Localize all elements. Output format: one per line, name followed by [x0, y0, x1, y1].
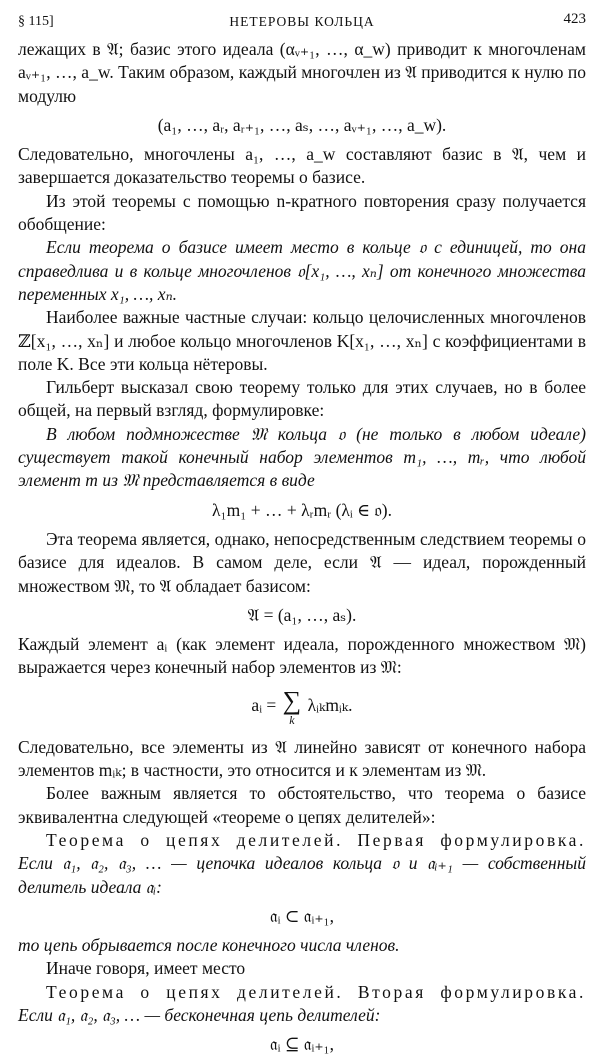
paragraph-3: Из этой теоремы с помощью n-кратного повторения сразу получается обобщение:	[18, 190, 586, 235]
equation-2: λ₁m₁ + … + λᵣmᵣ (λᵢ ∈ 𝔬).	[212, 499, 392, 520]
equation-1: (a₁, …, aᵣ, aᵣ₊₁, …, aₛ, …, aᵥ₊₁, …, a_w).	[157, 114, 447, 135]
chain-theorem-second-body: Если 𝔞₁, 𝔞₂, 𝔞₃, … — бесконечная цепь делителей:	[18, 1004, 381, 1025]
paragraph-9: Каждый элемент aᵢ (как элемент идеала, порожденного множеством 𝔐) выражается через конечный набор элементов из 𝔐:	[18, 634, 586, 678]
chain-theorem-first-heading: Теорема о цепях делителей. Первая формулировка.	[46, 829, 586, 850]
sum-symbol	[282, 685, 302, 727]
paragraph-13: то цепь обрывается после конечного числа членов.	[18, 935, 400, 956]
section-number: § 115]	[18, 14, 54, 29]
paragraph-1: лежащих в 𝔄; базис этого идеала (αᵥ₊₁, …, α_w) приводит к многочленам aᵥ₊₁, …, a_w. Таким образом, каждый многочлен из 𝔄 приводится к нулю по модулю	[18, 39, 586, 106]
paragraph-6: Гильберт высказал свою теорему только для этих случаев, но в более общей, на первый взгляд, формулировке:	[18, 377, 586, 421]
equation-4-left: aᵢ =	[251, 694, 277, 715]
running-header	[18, 8, 586, 38]
paragraph-10: Следовательно, все элементы из 𝔄 линейно зависят от конечного набора элементов mᵢₖ; в частности, это относится и к элементам из 𝔐.	[18, 736, 586, 781]
paragraph-2: Следовательно, многочлены a₁, …, a_w составляют базис в 𝔄, чем и завершается доказательство теоремы о базисе.	[18, 144, 586, 188]
chain-theorem-second	[18, 981, 586, 1028]
hilbert-formulation: В любом подмножестве 𝔐 кольца 𝔬 (не только в любом идеале) существует такой конечный набор элементов m₁, …, mᵣ, что любой элемент m из 𝔐 представляется в виде	[18, 423, 586, 491]
paragraph-5: Наиболее важные частные случаи: кольцо целочисленных многочленов ℤ[x₁, …, xₙ] и любое кольцо многочленов K[x₁, …, xₙ] с коэффициентами в поле K. Все эти кольца нётеровы.	[18, 307, 586, 374]
chain-theorem-first-body: Если 𝔞₁, 𝔞₂, 𝔞₃, … — цепочка идеалов кольца 𝔬 и 𝔞ᵢ₊₁ — собственный делитель идеала 𝔞ᵢ:	[18, 853, 586, 897]
sum-index: k	[289, 712, 295, 727]
paragraph-8: Эта теорема является, однако, непосредственным следствием теоремы о базисе для идеалов. В самом деле, если 𝔄 — идеал, порожденный множеством 𝔐, то 𝔄 обладает базисом:	[18, 528, 586, 596]
equation-4	[18, 685, 586, 727]
equation-5: 𝔞ᵢ ⊂ 𝔞ᵢ₊₁,	[269, 905, 335, 926]
chain-theorem-first	[18, 829, 586, 899]
page-number: 423	[563, 11, 586, 27]
running-title: НЕТЕРОВЫ КОЛЬЦА	[229, 14, 375, 29]
equation-6: 𝔞ᵢ ⊆ 𝔞ᵢ₊₁,	[269, 1034, 335, 1055]
chain-theorem-second-heading: Теорема о цепях делителей. Вторая формулировка.	[46, 981, 586, 1002]
sigma-glyph: ∑	[282, 685, 302, 715]
paragraph-11: Более важным является то обстоятельство, что теорема о базисе эквивалентна следующей «теореме о цепях делителей»:	[18, 783, 586, 827]
theorem-generalization: Если теорема о базисе имеет место в кольце 𝔬 с единицей, то она справедлива и в кольце многочленов 𝔬[x₁, …, xₙ] от конечного множества переменных x₁, …, xₙ.	[18, 237, 586, 304]
equation-3: 𝔄 = (a₁, …, aₛ).	[247, 604, 357, 625]
paragraph-14: Иначе говоря, имеет место	[46, 958, 246, 979]
equation-4-right: λᵢₖmᵢₖ.	[307, 694, 353, 715]
